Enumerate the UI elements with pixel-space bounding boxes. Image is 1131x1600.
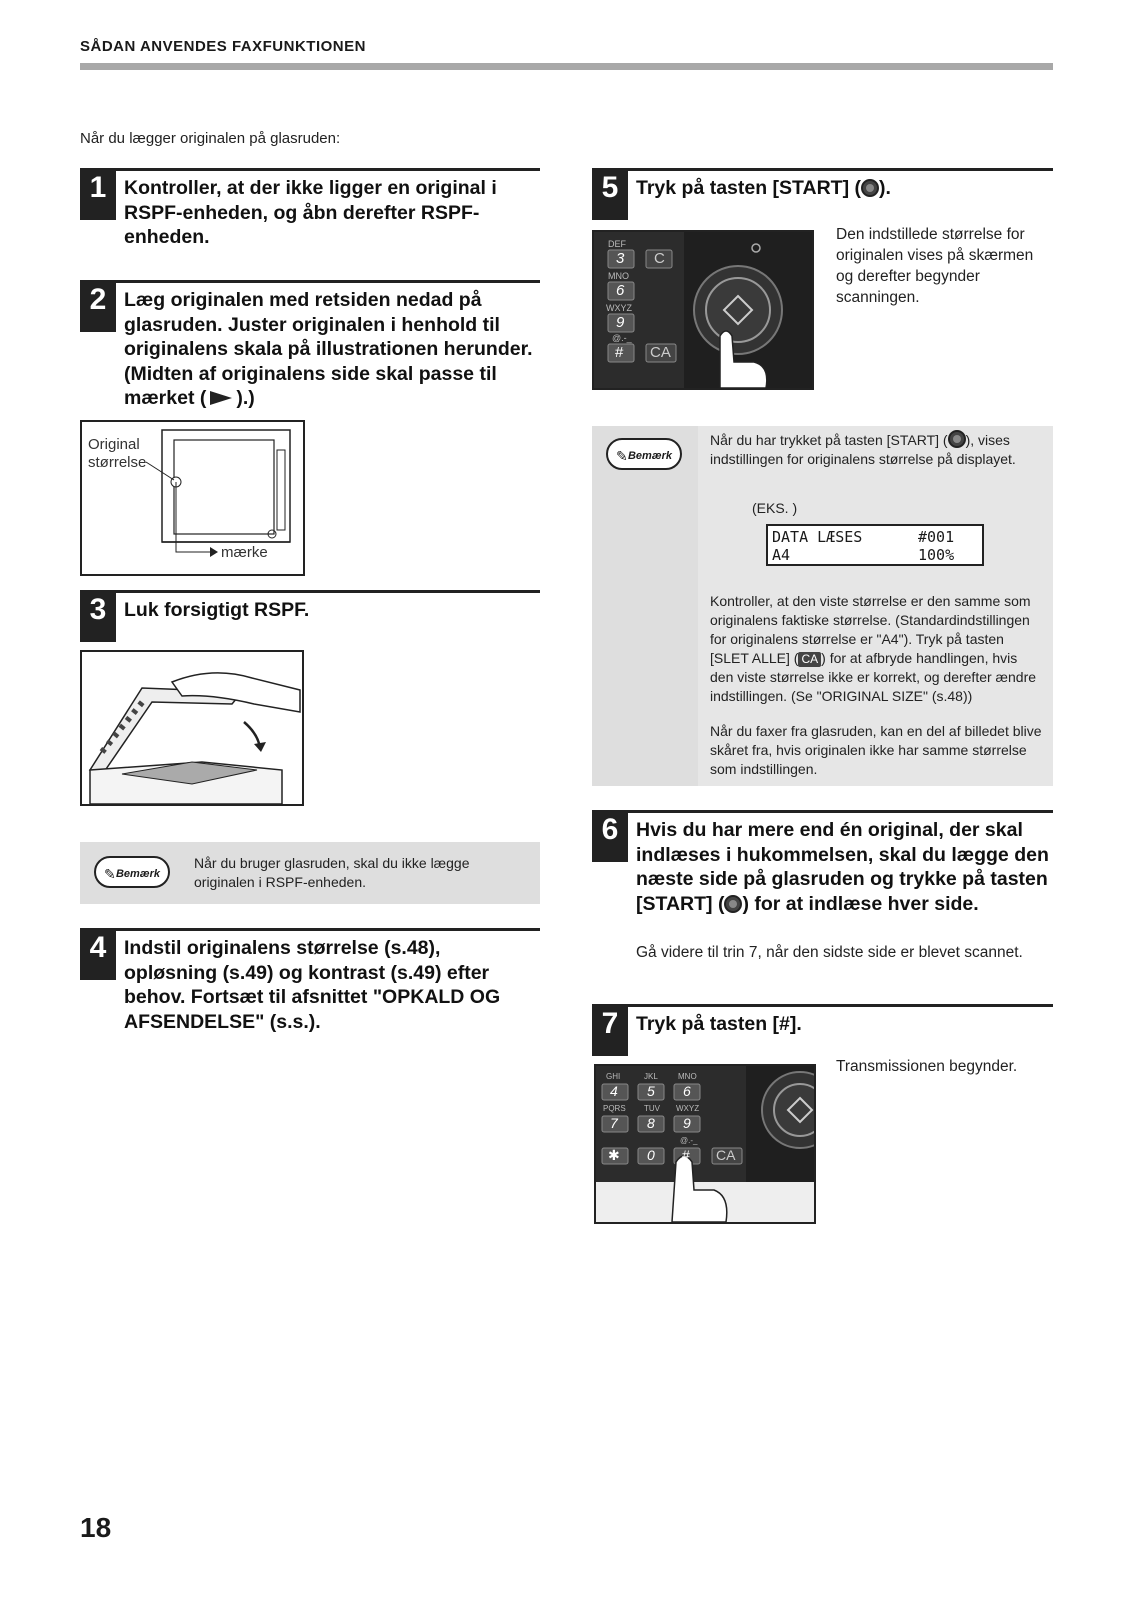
start-keypad-illustration (592, 230, 814, 390)
note-1-badge (94, 856, 170, 888)
page-number: 18 (80, 1512, 112, 1543)
step-7-rule (592, 1004, 1053, 1007)
step-5-rule (592, 168, 1053, 171)
running-header: SÅDAN ANVENDES FAXFUNKTIONEN (80, 38, 366, 55)
key-4-sub: GHI (606, 1072, 621, 1081)
hash-keypad-drawing (596, 1066, 814, 1222)
key-9: 9 (616, 314, 625, 331)
key-3: 3 (616, 250, 625, 267)
note-2-box (592, 426, 1053, 786)
pencil-icon: ✎ (104, 866, 116, 882)
intro-text: Når du lægger originalen på glasruden: (80, 130, 341, 147)
key-7-sub: PQRS (603, 1104, 626, 1113)
key-5-sub: JKL (644, 1072, 658, 1081)
step-4-text: Indstil originalens størrelse (s.48), opløsning (s.49) og kontrast (s.49) efter behov. Fortsæt til afsnittet "OPKALD OG AFSENDELSE" (s.s.). (124, 937, 501, 1033)
step-5-text-a: Tryk på tasten [START] ( (636, 177, 862, 199)
step-2-text (124, 288, 540, 411)
step-2-text-a: Læg originalen med retsiden nedad på glasruden. Juster originalen i henhold til originalens skala på illustrationen herunder. (Midten af originalens side skal passe til mærket ( (124, 289, 533, 409)
step-3-text: Luk forsigtigt RSPF. (124, 599, 310, 621)
step-5-description: Den indstillede størrelse for originalen vises på skærmen og derefter begynder scanningen. (836, 226, 1034, 306)
pencil-icon: ✎ (616, 448, 628, 464)
key-hash-sub: @.-_ (680, 1136, 698, 1145)
key-9-sub: WXYZ (676, 1104, 700, 1113)
step-6-text-b: ) for at indlæse hver side. (742, 892, 979, 915)
key-4: 4 (610, 1083, 618, 1099)
key-c: C (654, 250, 665, 267)
key-hash: # (615, 344, 624, 361)
glass-scale-illustration (80, 420, 305, 576)
note-2-para2-a: Kontroller, at den viste størrelse er den samme som originalens faktiske størrelse. (Standardindstillingen for originalens størrelse er "A4"). Tryk på tasten [SLET ALLE] ( (710, 593, 1031, 666)
mark-label: mærke (221, 544, 268, 561)
step-3-number: 3 (80, 590, 116, 642)
step-6-rule (592, 810, 1053, 813)
original-size-label-line1: Original (88, 436, 140, 453)
key-hash-sub: @.-_ (612, 333, 632, 343)
step-5-number: 5 (592, 168, 628, 220)
note-1-text: Når du bruger glasruden, skal du ikke lægge originalen i RSPF-enheden. (194, 855, 470, 890)
step-2-number: 2 (80, 280, 116, 332)
note-2-example-label: (EKS. ) (752, 500, 798, 516)
close-rspf-illustration (80, 650, 304, 806)
key-6: 6 (616, 282, 625, 299)
note-1-badge-label: Bemærk (115, 868, 160, 880)
note-2-para1-a: Når du har trykket på tasten [START] ( (710, 432, 948, 448)
note-2-badge (606, 438, 682, 470)
mark-arrow-icon (210, 391, 232, 405)
step-4-number: 4 (80, 928, 116, 980)
key-ca: CA (716, 1147, 736, 1163)
key-6: 6 (683, 1083, 691, 1099)
note-2-badge-label: Bemærk (627, 450, 672, 462)
hash-keypad-illustration (594, 1064, 816, 1224)
step-7-text: Tryk på tasten [#]. (636, 1013, 802, 1035)
lcd-line2-left: A4 (772, 546, 791, 564)
lcd-line2-right: 100% (918, 546, 955, 564)
key-7: 7 (610, 1115, 618, 1131)
step-5-text (636, 176, 1046, 201)
step-1-number: 1 (80, 168, 116, 220)
mark-triangle-icon (210, 547, 218, 557)
key-star: ✱ (608, 1147, 620, 1163)
key-9-sub: WXYZ (606, 303, 632, 313)
note-2-para2-b: ) for at afbryde handlingen, hvis den viste størrelse ikke er korrekt, og derefter ændre indstillingen. (Se "ORIGINAL SIZE" (s.48)) (710, 650, 1037, 704)
key-hash: # (682, 1147, 690, 1163)
note-2-para1 (710, 430, 1040, 469)
clear-all-key-icon: CA (798, 652, 821, 667)
start-button-icon (948, 430, 966, 448)
original-size-label-line2: størrelse (88, 454, 147, 471)
lcd-display (766, 524, 984, 566)
step-1-rule (80, 168, 540, 171)
start-button-icon (861, 179, 879, 197)
note-2-para3: Når du faxer fra glasruden, kan en del af billedet blive skåret fra, hvis originalen ikke har samme størrelse som indstillingen. (710, 723, 1042, 777)
step-7-number: 7 (592, 1004, 628, 1056)
step-5-text-b: ). (879, 177, 891, 199)
header-rule (80, 63, 1053, 70)
step-2-rule (80, 280, 540, 283)
key-ca: CA (650, 344, 671, 361)
note-2-para2 (710, 592, 1044, 706)
step-4-rule (80, 928, 540, 931)
key-3-sub: DEF (608, 239, 626, 249)
step-6-text-a: Hvis du har mere end én original, der skal indlæses i hukommelsen, skal du lægge den næste side på glasruden og trykke på tasten [START] ( (636, 819, 1049, 915)
key-5: 5 (647, 1083, 655, 1099)
lcd-line1-left: DATA LÆSES (772, 528, 863, 546)
key-6-sub: MNO (608, 271, 629, 281)
key-8-sub: TUV (644, 1104, 660, 1113)
step-1-text: Kontroller, at der ikke ligger en original i RSPF-enheden, og åbn derefter RSPF-enheden. (124, 177, 497, 248)
key-0: 0 (647, 1147, 655, 1163)
step-6-number: 6 (592, 810, 628, 862)
step-7-description: Transmissionen begynder. (836, 1058, 1018, 1075)
step-6-text (636, 818, 1054, 916)
step-2-text-b: ).) (236, 387, 255, 409)
close-rspf-drawing (82, 652, 302, 804)
start-button-icon (724, 895, 742, 913)
lcd-line1-right: #001 (918, 528, 955, 546)
step-3-rule (80, 590, 540, 593)
step-6-description: Gå videre til trin 7, når den sidste side er blevet scannet. (636, 944, 1023, 961)
key-8: 8 (647, 1115, 655, 1131)
note-2-para1-b: ), vises indstillingen for originalens størrelse på displayet. (710, 432, 1016, 467)
key-6-sub: MNO (678, 1072, 697, 1081)
key-9: 9 (683, 1115, 691, 1131)
note-1-box (80, 842, 540, 904)
